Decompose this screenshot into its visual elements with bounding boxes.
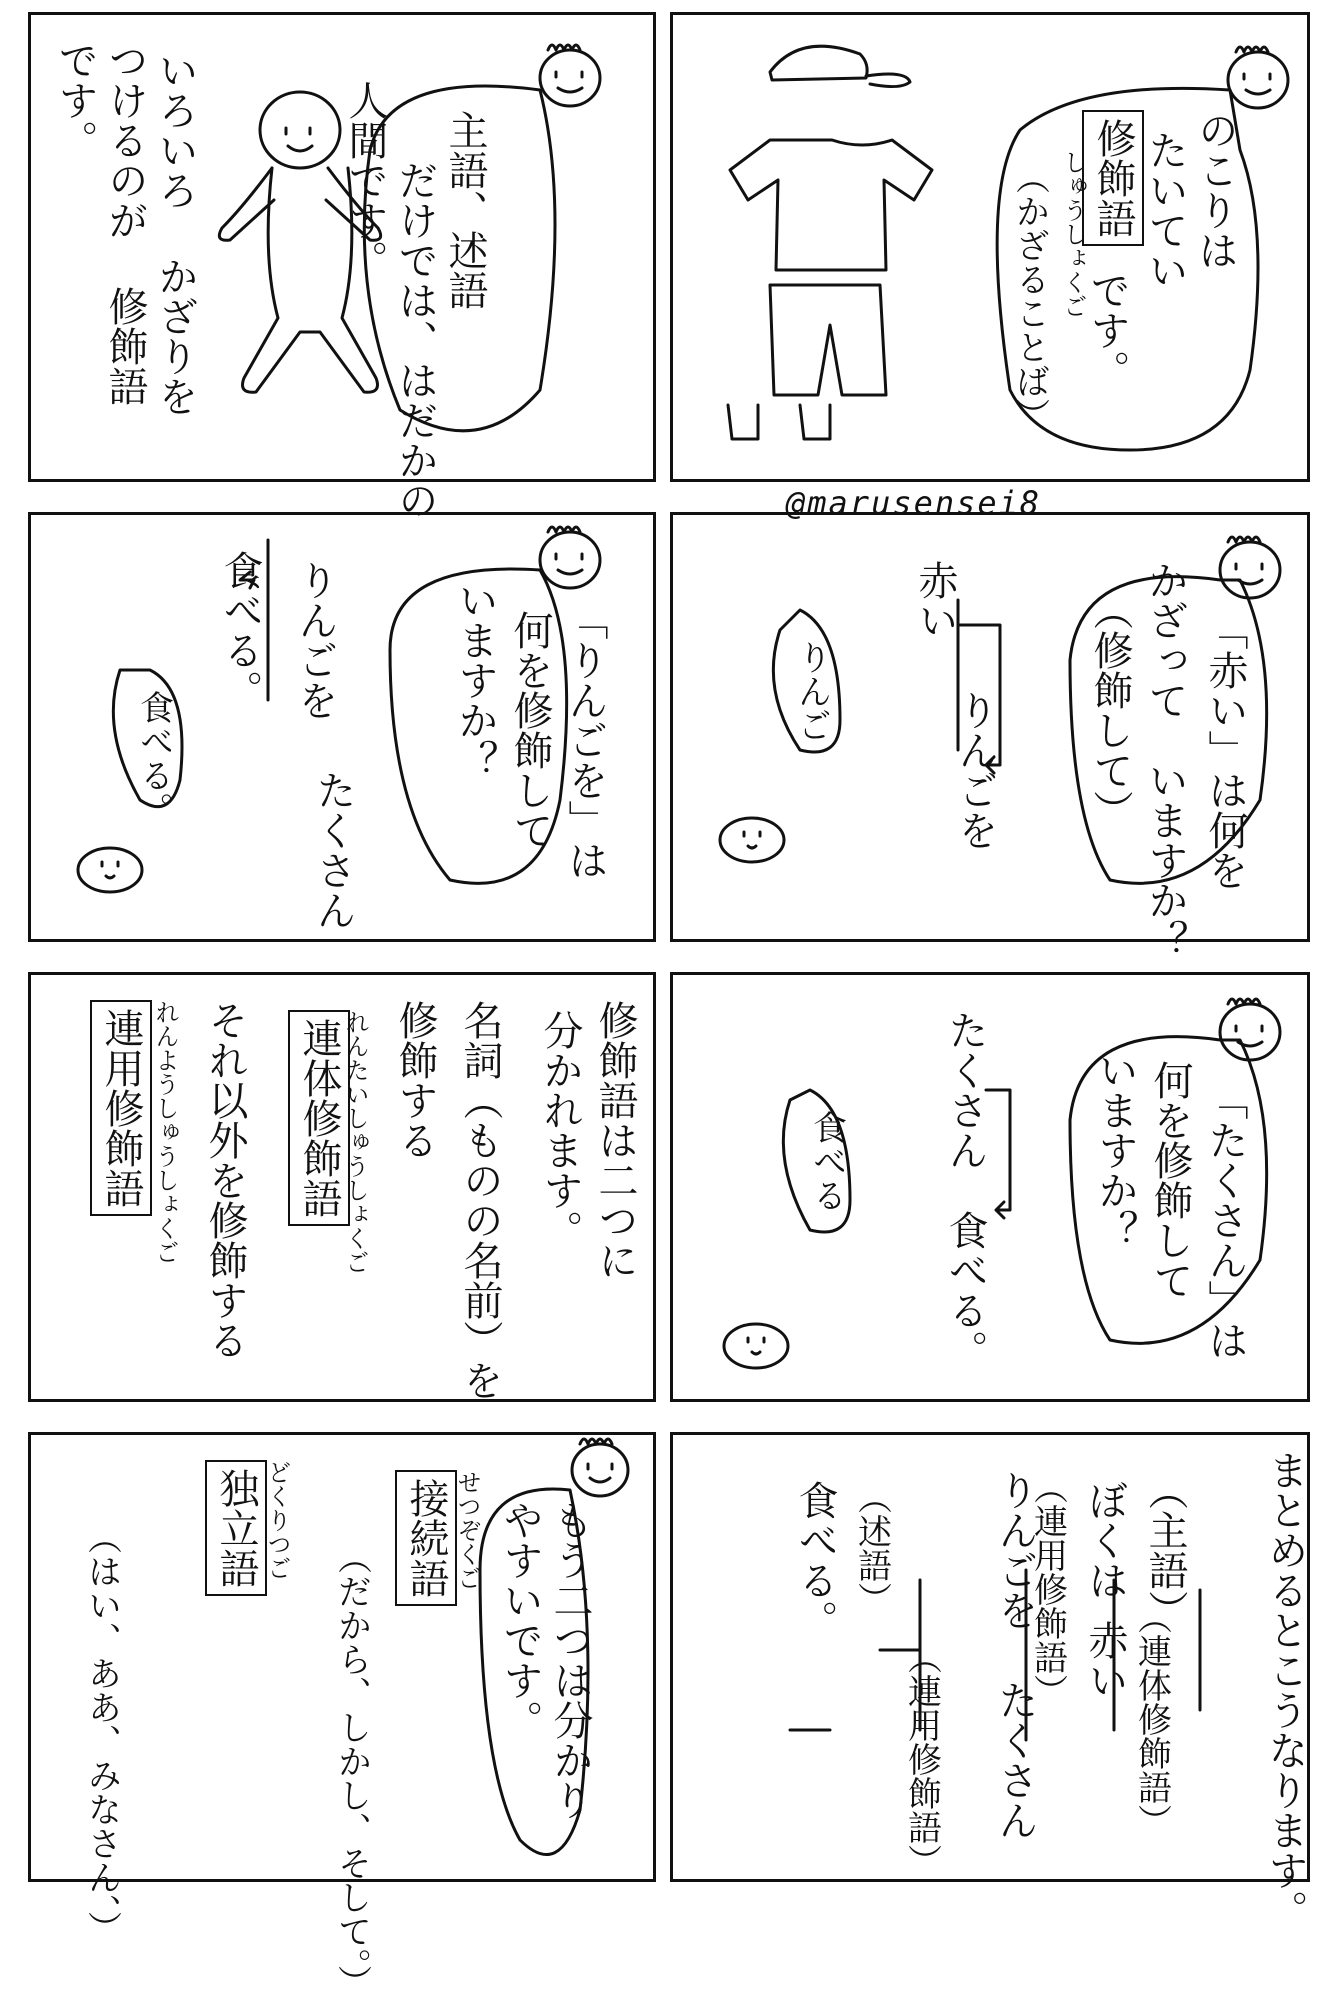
p8-label-rentai: （連体修飾語）: [1131, 1600, 1172, 1838]
p4-question-2: かざって いますか？: [1142, 560, 1188, 960]
p8-row-many: たくさん: [992, 1680, 1038, 1840]
p4-question-1: 「赤い」は何を: [1202, 610, 1248, 890]
p5-boxed-renyou: 連用修飾語: [90, 1000, 152, 1216]
author-handle: @marusensei8: [786, 484, 1042, 522]
p8-label-renyou-2: （連用修飾語）: [901, 1640, 942, 1878]
p5-line-5: それ以外を修飾する: [202, 1000, 248, 1360]
p2-line-2: たいてい: [1142, 130, 1188, 290]
teacher-face: [540, 45, 600, 106]
p7-example-1: （だから、しかし、そして。）: [331, 1540, 372, 1999]
p6-question-2: 何を修飾して: [1147, 1060, 1193, 1300]
p3-part-2: たくさん: [310, 770, 356, 930]
p1-line-3: 人間です。: [342, 80, 388, 280]
teacher-face: [1220, 537, 1280, 598]
student-face: [78, 848, 142, 892]
p7-boxed-dokuritsu: 独立語: [205, 1460, 267, 1596]
p3-question-3: いますか？: [452, 580, 498, 780]
p4-part-2: りんごを: [952, 690, 998, 850]
p3-part-1: りんごを: [292, 560, 338, 720]
p5-line-3: 名詞（ものの名前）を: [457, 1000, 503, 1400]
p2-ruby: しゅうしょくご: [1059, 150, 1087, 318]
p6-part-1: たくさん: [942, 1010, 988, 1170]
teacher-face: [1228, 47, 1288, 108]
p8-row-subject: ぼくは: [1082, 1480, 1128, 1600]
p3-part-3: 食べる。: [217, 550, 263, 710]
p6-part-2: 食べる。: [942, 1210, 988, 1370]
teacher-face: [572, 1439, 628, 1496]
p3-question-2: 何を修飾して: [507, 610, 553, 850]
p8-title: まとめるとこうなります。: [1262, 1450, 1308, 1930]
p8-label-renyou-1: （連用修飾語）: [1027, 1470, 1068, 1708]
p1-line-1: 主語、述語: [442, 110, 488, 310]
p1-line-2: だけでは、はだかの: [392, 160, 438, 520]
p5-ruby-1: れんたいしゅうしょくご: [341, 1010, 369, 1274]
teacher-face: [1220, 999, 1280, 1060]
p8-row-red: 赤い: [1082, 1620, 1128, 1700]
p2-paren-note: （かざることば）: [1009, 160, 1050, 432]
student-face: [724, 1324, 788, 1368]
p1-narration-3: です。: [52, 40, 98, 160]
p2-desu: です。: [1084, 270, 1130, 390]
p7-boxed-setsuzoku: 接続語: [395, 1470, 457, 1606]
p2-line-1: のこりは: [1192, 110, 1238, 270]
p7-line-1: もう二つは分かり: [547, 1500, 593, 1820]
p1-narration-2: つけるのが 修飾語: [102, 40, 148, 406]
p6-question-3: いますか？: [1092, 1050, 1138, 1250]
p8-row-eat: 食べる。: [792, 1480, 838, 1640]
p7-line-2: やすいです。: [497, 1500, 543, 1740]
p1-narration-1: いろいろ かざりを: [152, 50, 198, 416]
p5-line-2: 分かれます。: [537, 1010, 583, 1250]
p4-answer: りんご: [791, 640, 832, 742]
p5-line-1: 修飾語は二つに: [592, 1000, 638, 1280]
p8-row-apple: りんごを: [992, 1470, 1038, 1630]
p7-example-2: （はい、ああ、みなさん、）: [81, 1520, 122, 1945]
p8-label-predicate: （述語）: [851, 1480, 892, 1616]
p3-answer: 食べる。: [133, 690, 174, 826]
p2-boxed-word: 修飾語: [1082, 110, 1144, 246]
p5-boxed-rentai: 連体修飾語: [288, 1010, 350, 1226]
p8-label-subject: （主語）: [1142, 1470, 1188, 1630]
p3-question-1: 「りんごを」は: [562, 600, 608, 880]
p7-ruby-1: せつぞくご: [453, 1470, 481, 1590]
p6-question-1: 「たくさん」は: [1202, 1080, 1248, 1360]
student-face: [720, 818, 784, 862]
p5-ruby-2: れんようしゅうしょくご: [151, 1000, 179, 1264]
p5-line-4: 修飾する: [392, 1000, 438, 1160]
p7-ruby-2: どくりつご: [263, 1460, 291, 1580]
p4-question-3: （修飾して）: [1087, 590, 1133, 830]
teacher-face: [540, 527, 600, 588]
p6-answer: 食べる: [806, 1110, 847, 1212]
p4-part-1: 赤い: [912, 560, 958, 640]
clothes-drawing: [728, 46, 932, 439]
